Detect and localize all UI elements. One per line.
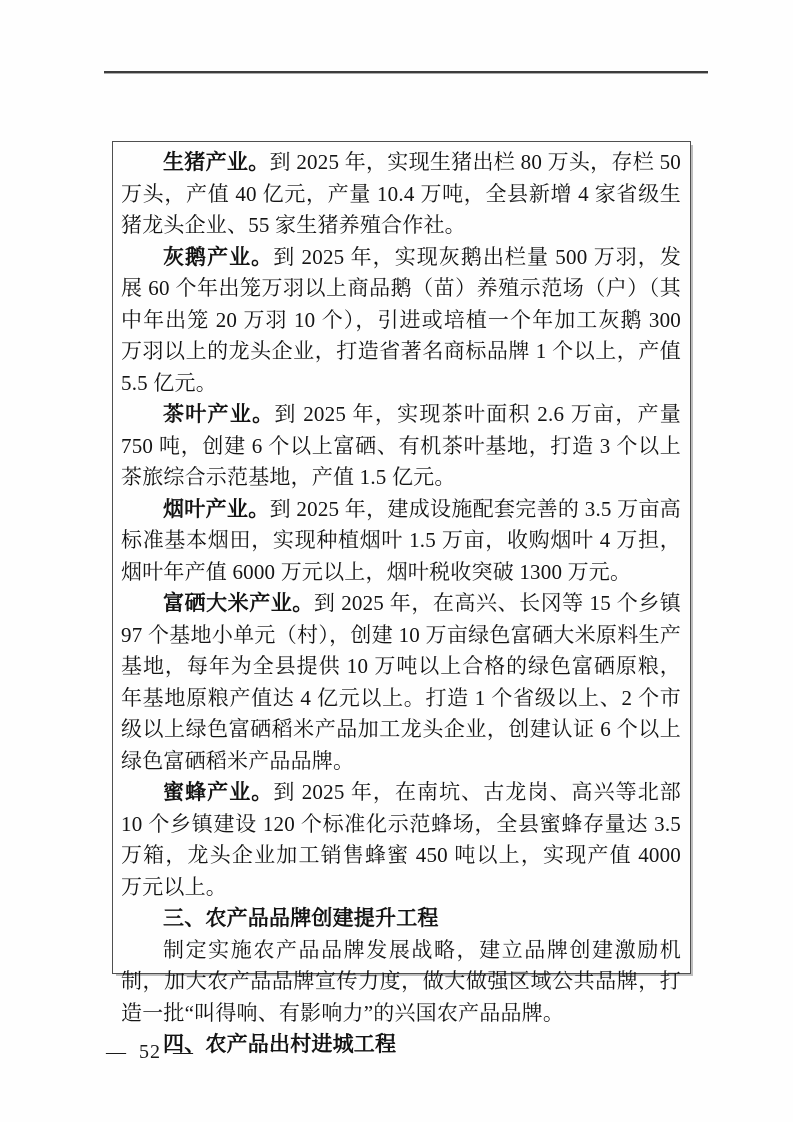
- paragraph-rice-industry-lead: 富硒大米产业。: [163, 591, 314, 615]
- paragraph-tobacco-industry-text: 到 2025 年，建成设施配套完善的 3.5 万亩高标准基本烟田，实现种植烟叶 1.5 万亩，收购烟叶 4 万担，烟叶年产值 6000 万元以上，烟叶税收突破 1300 万元。: [121, 496, 682, 584]
- paragraph-tea-industry-lead: 茶叶产业。: [163, 402, 275, 426]
- paragraph-tobacco-industry-lead: 烟叶产业。: [163, 496, 270, 521]
- paragraph-bee-industry-text: 到 2025 年，在南坑、古龙岗、高兴等北部 10 个乡镇建设 120 个标准化示范蜂场，全县蜜蜂存量达 3.5 万箱，龙头企业加工销售蜂蜜 450 吨以上，实现产值 4000 万元以上。: [121, 780, 681, 899]
- paragraph-tea-industry: [121, 399, 681, 494]
- paragraph-pig-industry-lead: 生猪产业。: [163, 150, 270, 174]
- paragraph-goose-industry-lead: 灰鹅产业。: [163, 244, 274, 269]
- paragraph-pig-industry: [121, 147, 681, 242]
- paragraph-tea-industry-text: 到 2025 年，实现茶叶面积 2.6 万亩，产量 750 吨，创建 6 个以上富硒、有机茶叶基地，打造 3 个以上茶旅综合示范基地，产值 1.5 亿元。: [121, 402, 682, 489]
- paragraph-goose-industry-text: 到 2025 年，实现灰鹅出栏量 500 万羽，发展 60 个年出笼万羽以上商品鹅（苗）养殖示范场（户）（其中年出笼 20 万羽 10 个），引进或培植一个年加工灰鹅 300 万羽以上的龙头企业，打造省著名商标品牌 1 个以上，产值 5.5 亿元。: [121, 244, 682, 395]
- paragraph-pig-industry-text: 到 2025 年，实现生猪出栏 80 万头，存栏 50 万头，产值 40 亿元，产量 10.4 万吨，全县新增 4 家省级生猪龙头企业、55 家生猪养殖合作社。: [121, 150, 682, 237]
- paragraph-brand-building: [121, 935, 681, 1030]
- section-heading-village-to-city: 四、农产品出村进城工程: [163, 1033, 397, 1056]
- page-number: — 52 —: [106, 1041, 194, 1063]
- paragraph-tobacco-industry: [121, 494, 681, 589]
- paragraph-rice-industry: [121, 588, 681, 777]
- paragraph-goose-industry: [121, 242, 681, 400]
- header-rule: [104, 71, 708, 74]
- paragraph-brand-building-text: 制定实施农产品品牌发展战略，建立品牌创建激励机制，加大农产品品牌宣传力度，做大做强区域公共品牌，打造一批“叫得响、有影响力”的兴国农产品品牌。: [121, 937, 681, 1025]
- section-heading-brand-building: 三、农产品品牌创建提升工程: [163, 907, 439, 930]
- paragraph-bee-industry-lead: 蜜蜂产业。: [163, 780, 274, 804]
- paragraph-bee-industry: [121, 777, 681, 903]
- paragraph-rice-industry-text: 到 2025 年，在高兴、长冈等 15 个乡镇 97 个基地小单元（村），创建 10 万亩绿色富硒大米原料生产基地，每年为全县提供 10 万吨以上合格的绿色富硒原粮，年基地原粮产值达 4 亿元以上。打造 1 个省级以上、2 个市级以上绿色富硒稻米产品加工龙头企业，创建认证 6 个以上绿色富硒稻米产品品牌。: [121, 591, 681, 773]
